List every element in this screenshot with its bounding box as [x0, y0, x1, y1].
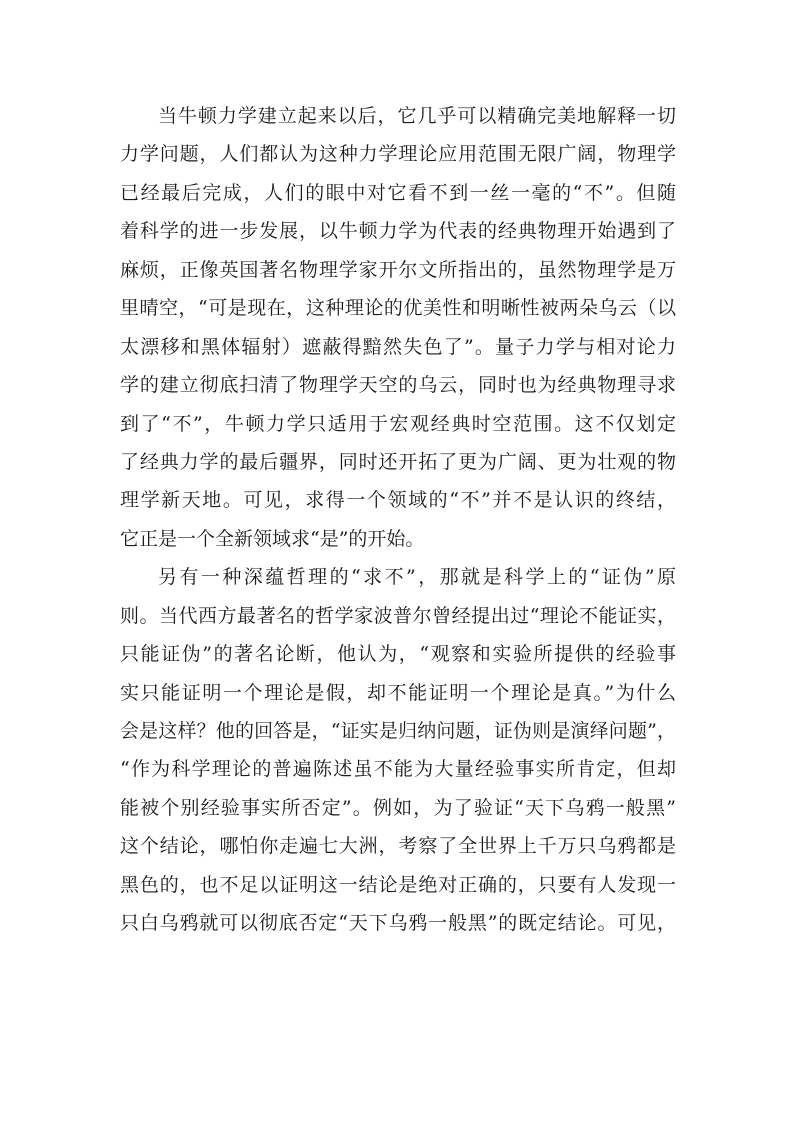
text-line: 太漂移和黑体辐射）遮蔽得黯然失色了”。量子力学与相对论力: [120, 335, 676, 358]
paragraph-2: [120, 558, 676, 942]
text-line: 实只能证明一个理论是假，却不能证明一个理论是真。”为什么: [120, 681, 676, 704]
text-line: 只白乌鸦就可以彻底否定“天下乌鸦一般黑”的既定结论。可见，: [120, 912, 676, 935]
paragraph-1: [120, 97, 676, 558]
text-line: 学的建立彻底扫清了物理学天空的乌云，同时也为经典物理寻求: [120, 374, 676, 397]
text-line: 已经最后完成，人们的眼中对它看不到一丝一毫的“不”。但随: [120, 181, 676, 204]
text-line: 理学新天地。可见，求得一个领域的“不”并不是认识的终结，: [120, 489, 676, 512]
text-line: 黑色的，也不足以证明这一结论是绝对正确的，只要有人发现一: [120, 873, 676, 896]
text-line: 着科学的进一步发展，以牛顿力学为代表的经典物理开始遇到了: [120, 220, 676, 243]
text-line: 会是这样？他的回答是，“证实是归纳问题，证伪则是演绎问题”，: [120, 720, 676, 742]
text-line: 里晴空，“可是现在，这种理论的优美性和明晰性被两朵乌云（以: [120, 297, 676, 320]
body-text: [120, 97, 676, 943]
text-line: “作为科学理论的普遍陈述虽不能为大量经验事实所肯定，但却: [120, 758, 676, 781]
text-line: 能被个别经验事实所否定”。例如，为了验证“天下乌鸦一般黑”: [120, 796, 676, 819]
text-line: 只能证伪”的著名论断，他认为，“观察和实验所提供的经验事: [120, 643, 676, 666]
text-line: 到了“不”，牛顿力学只适用于宏观经典时空范围。这不仅划定: [120, 412, 676, 435]
text-line: 力学问题，人们都认为这种力学理论应用范围无限广阔，物理学: [120, 143, 676, 166]
text-line: 则。当代西方最著名的哲学家波普尔曾经提出过“理论不能证实，: [120, 604, 676, 627]
text-line: 了经典力学的最后疆界，同时还开拓了更为广阔、更为壮观的物: [120, 450, 676, 473]
text-line: 它正是一个全新领域求“是”的开始。: [120, 527, 425, 550]
text-line: 另有一种深蕴哲理的“求不”，那就是科学上的“证伪”原: [158, 566, 676, 589]
text-line: 这个结论，哪怕你走遍七大洲，考察了全世界上千万只乌鸦都是: [120, 835, 676, 858]
text-line: 麻烦，正像英国著名物理学家开尔文所指出的，虽然物理学是万: [120, 258, 676, 281]
text-line: 当牛顿力学建立起来以后，它几乎可以精确完美地解释一切: [158, 105, 676, 127]
